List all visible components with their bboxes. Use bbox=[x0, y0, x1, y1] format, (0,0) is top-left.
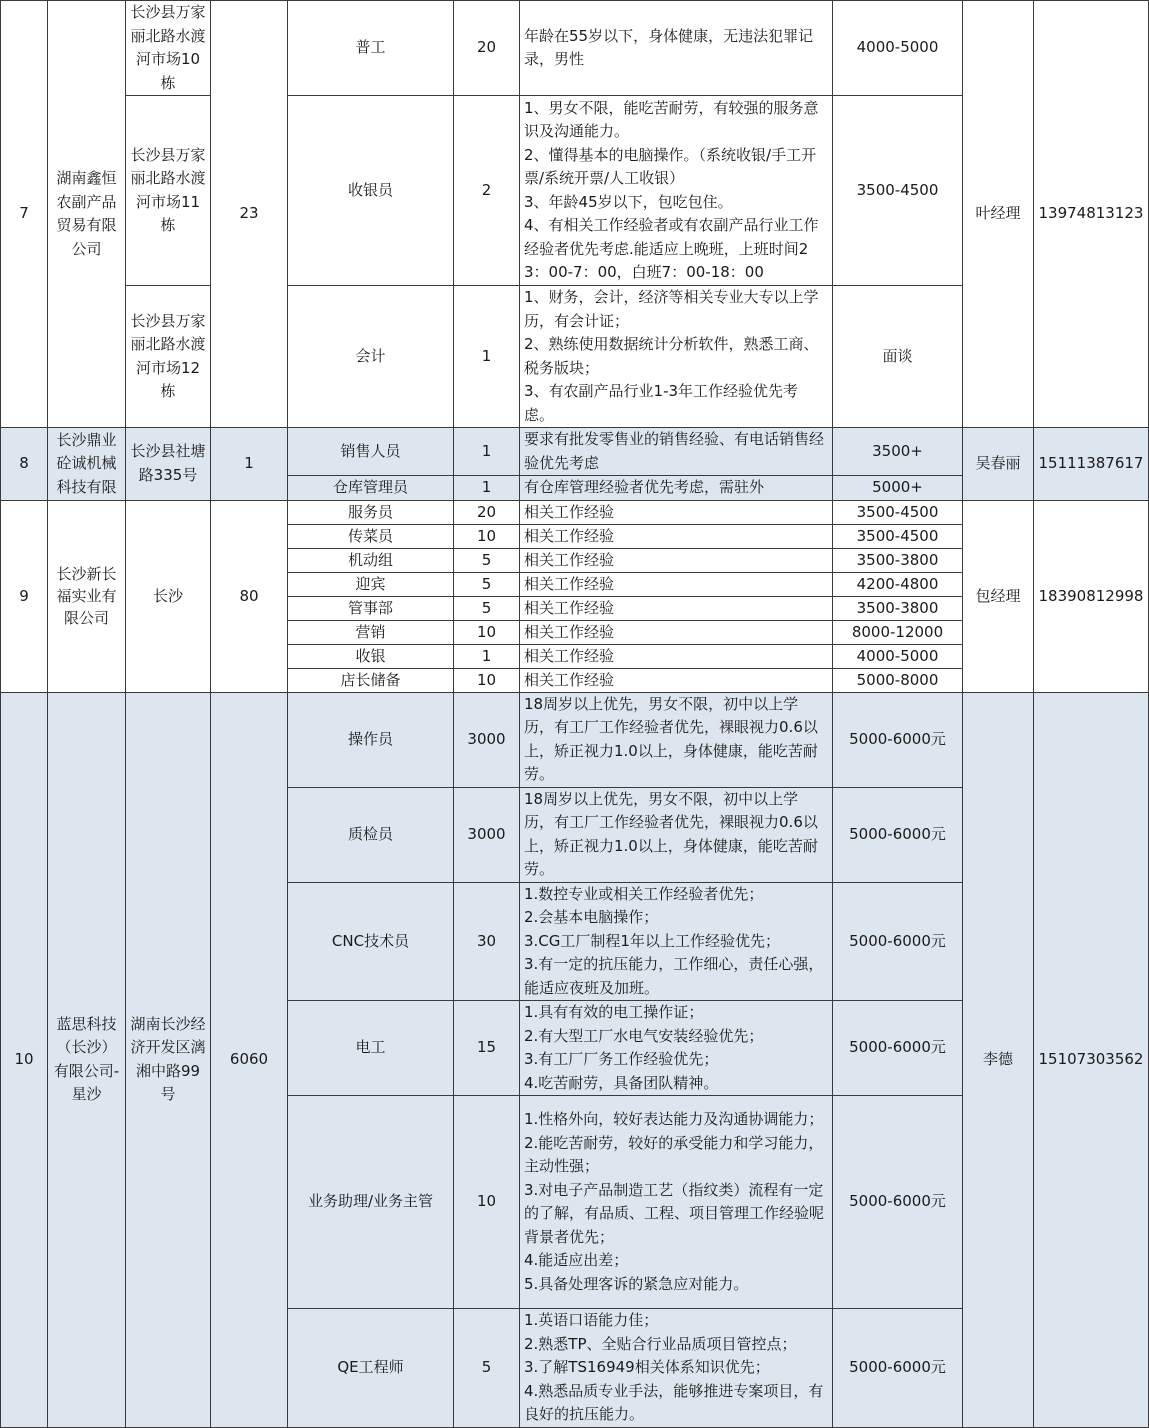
work-address: 长沙县万家丽北路水渡河市场12栋 bbox=[126, 286, 211, 428]
job-count: 2 bbox=[454, 96, 520, 286]
job-requirements: 18周岁以上优先，男女不限，初中以上学历，有工厂工作经验者优先，裸眼视力0.6以上，矫正视力1.0以上，身体健康，能吃苦耐劳。 bbox=[520, 787, 833, 882]
job-title: 迎宾 bbox=[288, 572, 454, 596]
job-title: 质检员 bbox=[288, 787, 454, 882]
job-title: 操作员 bbox=[288, 692, 454, 787]
job-salary: 5000-6000元 bbox=[833, 1309, 963, 1428]
company-name: 长沙新长福实业有限公司 bbox=[48, 500, 126, 692]
contact-person: 包经理 bbox=[963, 500, 1034, 692]
job-count: 5 bbox=[454, 596, 520, 620]
job-count: 10 bbox=[454, 1096, 520, 1309]
job-title: 管事部 bbox=[288, 596, 454, 620]
job-count: 1 bbox=[454, 286, 520, 428]
job-salary: 3500-4500 bbox=[833, 524, 963, 548]
table-row bbox=[1, 500, 1149, 524]
company-name: 长沙鼎业砼诚机械科技有限 bbox=[48, 428, 126, 501]
job-requirements: 相关工作经验 bbox=[520, 596, 833, 620]
job-count: 10 bbox=[454, 620, 520, 644]
job-salary: 4000-5000 bbox=[833, 1, 963, 96]
job-salary: 5000-6000元 bbox=[833, 787, 963, 882]
job-title: 业务助理/业务主管 bbox=[288, 1096, 454, 1309]
job-title: 普工 bbox=[288, 1, 454, 96]
job-count: 1 bbox=[454, 476, 520, 501]
job-count: 3000 bbox=[454, 787, 520, 882]
job-count: 15 bbox=[454, 1001, 520, 1096]
job-salary: 5000-6000元 bbox=[833, 1096, 963, 1309]
job-count: 5 bbox=[454, 548, 520, 572]
table-row bbox=[1, 428, 1149, 476]
job-count: 20 bbox=[454, 500, 520, 524]
contact-phone: 13974813123 bbox=[1034, 1, 1149, 428]
company-name: 湖南鑫恒农副产品贸易有限公司 bbox=[48, 1, 126, 428]
job-title: 传菜员 bbox=[288, 524, 454, 548]
total-headcount: 1 bbox=[211, 428, 288, 501]
job-requirements: 相关工作经验 bbox=[520, 572, 833, 596]
job-requirements: 1、财务，会计，经济等相关专业大专以上学历，有会计证； 2、熟练使用数据统计分析软件，熟悉工商、税务版块； 3、有农副产品行业1-3年工作经验优先考虑。 bbox=[520, 286, 833, 428]
job-requirements: 相关工作经验 bbox=[520, 524, 833, 548]
job-requirements: 18周岁以上优先，男女不限，初中以上学历，有工厂工作经验者优先，裸眼视力0.6以上，矫正视力1.0以上，身体健康，能吃苦耐劳。 bbox=[520, 692, 833, 787]
job-requirements: 1、男女不限，能吃苦耐劳，有较强的服务意识及沟通能力。 2、懂得基本的电脑操作。（系统收银/手工开票/系统开票/人工收银） 3、年龄45岁以下，包吃包住。 4、有相关工作经验者或有农副产品行业工作经验者优先考虑.能适应上晚班，上班时间23：00-7：00，白班7：00-18：00 bbox=[520, 96, 833, 286]
job-salary: 4200-4800 bbox=[833, 572, 963, 596]
job-requirements: 相关工作经验 bbox=[520, 668, 833, 692]
job-salary: 面谈 bbox=[833, 286, 963, 428]
job-count: 20 bbox=[454, 1, 520, 96]
job-title: 服务员 bbox=[288, 500, 454, 524]
contact-phone: 15107303562 bbox=[1034, 692, 1149, 1427]
job-requirements: 年龄在55岁以下，身体健康，无违法犯罪记录，男性 bbox=[520, 1, 833, 96]
contact-phone: 15111387617 bbox=[1034, 428, 1149, 501]
job-requirements: 1.数控专业或相关工作经验者优先； 2.会基本电脑操作； 3.CG工厂制程1年以上工作经验优先； 3.有一定的抗压能力，工作细心，责任心强，能适应夜班及加班。 bbox=[520, 882, 833, 1001]
total-headcount: 80 bbox=[211, 500, 288, 692]
job-count: 30 bbox=[454, 882, 520, 1001]
job-salary: 3500+ bbox=[833, 428, 963, 476]
job-requirements: 相关工作经验 bbox=[520, 644, 833, 668]
contact-person: 吴春丽 bbox=[963, 428, 1034, 501]
job-requirements: 要求有批发零售业的销售经验、有电话销售经验优先考虑 bbox=[520, 428, 833, 476]
company-number: 7 bbox=[1, 1, 48, 428]
company-number: 9 bbox=[1, 500, 48, 692]
job-salary: 3500-4500 bbox=[833, 96, 963, 286]
job-salary: 5000-6000元 bbox=[833, 882, 963, 1001]
job-requirements: 有仓库管理经验者优先考虑，需驻外 bbox=[520, 476, 833, 501]
job-title: 营销 bbox=[288, 620, 454, 644]
job-salary: 5000+ bbox=[833, 476, 963, 501]
job-count: 3000 bbox=[454, 692, 520, 787]
work-address: 长沙县万家丽北路水渡河市场11栋 bbox=[126, 96, 211, 286]
job-count: 10 bbox=[454, 524, 520, 548]
job-salary: 3500-4500 bbox=[833, 500, 963, 524]
job-requirements: 1.性格外向，较好表达能力及沟通协调能力； 2.能吃苦耐劳，较好的承受能力和学习能力，主动性强； 3.对电子产品制造工艺（指纹类）流程有一定的了解，有品质、工程、项目管理工作经验呢背景者优先； 4.能适应出差； 5.具备处理客诉的紧急应对能力。 bbox=[520, 1096, 833, 1309]
job-count: 1 bbox=[454, 428, 520, 476]
job-title: 仓库管理员 bbox=[288, 476, 454, 501]
job-salary: 3500-3800 bbox=[833, 596, 963, 620]
job-count: 5 bbox=[454, 1309, 520, 1428]
job-salary: 5000-6000元 bbox=[833, 1001, 963, 1096]
job-salary: 8000-12000 bbox=[833, 620, 963, 644]
work-address: 长沙县万家丽北路水渡河市场10栋 bbox=[126, 1, 211, 96]
job-title: 收银 bbox=[288, 644, 454, 668]
job-salary: 3500-3800 bbox=[833, 548, 963, 572]
job-requirements: 相关工作经验 bbox=[520, 548, 833, 572]
job-title: 收银员 bbox=[288, 96, 454, 286]
contact-phone: 18390812998 bbox=[1034, 500, 1149, 692]
work-address: 长沙县社塘路335号 bbox=[126, 428, 211, 501]
job-count: 5 bbox=[454, 572, 520, 596]
table-row bbox=[1, 692, 1149, 787]
job-count: 1 bbox=[454, 644, 520, 668]
total-headcount: 6060 bbox=[211, 692, 288, 1427]
job-requirements: 1.具有有效的电工操作证； 2.有大型工厂水电气安装经验优先； 3.有工厂厂务工作经验优先； 4.吃苦耐劳，具备团队精神。 bbox=[520, 1001, 833, 1096]
table-row bbox=[1, 1, 1149, 96]
company-number: 10 bbox=[1, 692, 48, 1427]
job-title: 会计 bbox=[288, 286, 454, 428]
work-address: 长沙 bbox=[126, 500, 211, 692]
job-title: 电工 bbox=[288, 1001, 454, 1096]
job-salary: 4000-5000 bbox=[833, 644, 963, 668]
job-title: QE工程师 bbox=[288, 1309, 454, 1428]
work-address: 湖南长沙经济开发区漓湘中路99号 bbox=[126, 692, 211, 1427]
company-name: 蓝思科技（长沙）有限公司-星沙 bbox=[48, 692, 126, 1427]
job-requirements: 相关工作经验 bbox=[520, 620, 833, 644]
job-salary: 5000-8000 bbox=[833, 668, 963, 692]
job-title: CNC技术员 bbox=[288, 882, 454, 1001]
job-requirements: 1.英语口语能力佳； 2.熟悉TP、全贴合行业品质项目管控点； 3.了解TS16949相关体系知识优先； 4.熟悉品质专业手法，能够推进专案项目，有良好的抗压能力。 bbox=[520, 1309, 833, 1428]
job-title: 销售人员 bbox=[288, 428, 454, 476]
job-requirements: 相关工作经验 bbox=[520, 500, 833, 524]
contact-person: 叶经理 bbox=[963, 1, 1034, 428]
job-count: 10 bbox=[454, 668, 520, 692]
company-number: 8 bbox=[1, 428, 48, 501]
job-salary: 5000-6000元 bbox=[833, 692, 963, 787]
job-title: 店长储备 bbox=[288, 668, 454, 692]
total-headcount: 23 bbox=[211, 1, 288, 428]
job-title: 机动组 bbox=[288, 548, 454, 572]
contact-person: 李德 bbox=[963, 692, 1034, 1427]
